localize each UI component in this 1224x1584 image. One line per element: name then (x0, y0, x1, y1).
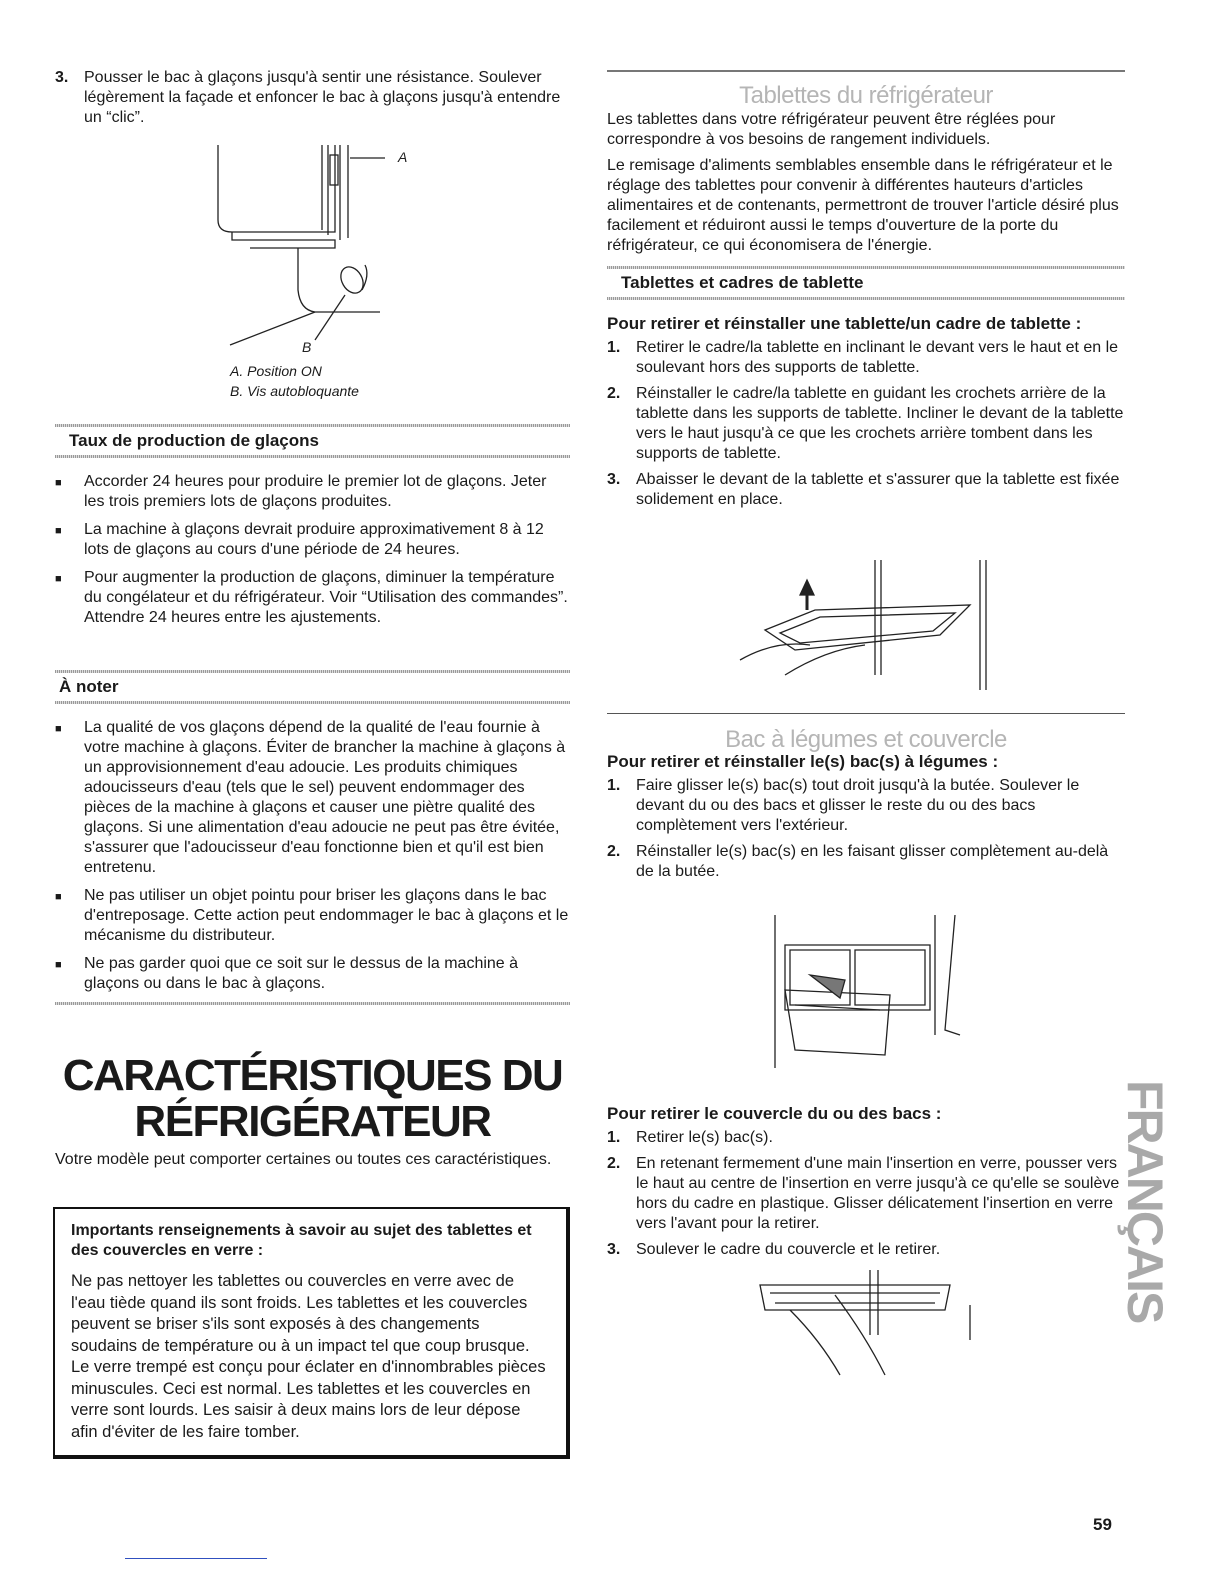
step: 2. Réinstaller le cadre/la tablette en guidant les crochets arrière de la tablette dans les supports de tablette. Incliner le devant de la tablette vers le haut jusqu'à ce que les crochets arrière tombent dans les supports de tablette. (607, 385, 1124, 462)
label-a: A (398, 149, 408, 165)
figure-caption: A. Position ON B. Vis autobloquante (230, 363, 359, 399)
language-side-tab: FRANÇAIS (1117, 1080, 1173, 1323)
chapter-title: CARACTÉRISTIQUES DU RÉFRIGÉRATEUR (62, 1051, 563, 1146)
section-heading: Bac à légumes et couvercle (725, 726, 1007, 753)
bullet-item: ■ La qualité de vos glaçons dépend de la qualité de l'eau fournie à votre machine à glaçons. Éviter de brancher la machine à glaçons à un approvisionnement d'eau adoucie. Les produits chimiques adoucisseurs d'eau (tels que le sel) peuvent endommager des pièces de la machine à glaçons et causer une piètre qualité des glaçons. Si une alimentation d'eau adoucie ne peut pas être évitée, s'assurer que l'adoucisseur d'eau fonctionne bien et qu'il est bien entretenu. (55, 719, 566, 876)
divider (607, 297, 1125, 300)
cover-removal-section (607, 1104, 1125, 1266)
footer-rule (125, 1558, 267, 1559)
procedure-heading: Pour retirer le couvercle du ou des bacs : (607, 1104, 942, 1123)
step: 2. En retenant fermement d'une main l'insertion en verre, pousser vers le haut au centre de l'insertion en verre jusqu'à ce qu'elle se soulève hors du cadre en plastique. Glisser délicatement l'insertion en verre vers l'avant pour la retirer. (607, 1155, 1120, 1232)
notes-section (55, 670, 570, 1005)
bullet-item: ■ Accorder 24 heures pour produire le premier lot de glaçons. Jeter les trois premiers lots de glaçons produites. (55, 473, 547, 510)
step: 1. Retirer le cadre/la tablette en inclinant le devant vers le haut et en le soulevant hors des supports de tablette. (607, 339, 1119, 376)
warning-heading: Importants renseignements à savoir au sujet des tablettes et des couvercles en verre : (71, 1222, 532, 1259)
divider (55, 455, 570, 458)
page-number: 59 (1093, 1515, 1112, 1534)
warning-body: Ne pas nettoyer les tablettes ou couvercles en verre avec de l'eau tiède quand ils sont froids. Les tablettes et les couvercles peuvent se briser s'ils sont exposés à des changements soudains de température ou à un impact tel que coup brusque. Le verre trempé est conçu pour éclater en d'innombrables pièces minuscules. Ceci est normal. Les tablettes et les couvercles en verre sont lourds. Les saisir à deux mains lors de leur dépose afin d'éviter de les faire tomber. (71, 1272, 546, 1441)
warning-box (53, 1207, 570, 1459)
crisper-cover-illustration (750, 1265, 980, 1385)
subsection-heading: Tablettes et cadres de tablette (621, 273, 864, 292)
divider (607, 713, 1125, 714)
step: 3. Abaisser le devant de la tablette et s'assurer que la tablette est fixée solidement en place. (607, 471, 1120, 508)
shelf-removal-illustration (735, 555, 995, 695)
procedure-heading: Pour retirer et réinstaller une tablette/un cadre de tablette : (607, 314, 1082, 333)
crisper-drawer-illustration (770, 910, 970, 1070)
step: 3. Soulever le cadre du couvercle et le retirer. (607, 1241, 941, 1258)
divider (607, 70, 1125, 72)
step: 1. Retirer le(s) bac(s). (607, 1129, 773, 1146)
step-3: 3. Pousser le bac à glaçons jusqu'à sentir une résistance. Soulever légèrement la façade et enfoncer le bac à glaçons jusqu'à entendre un “clic”. (55, 69, 561, 126)
section-heading: À noter (59, 677, 119, 696)
paragraph: Le remisage d'aliments semblables ensemble dans le réfrigérateur et le réglage des tablettes pour convenir à différentes hauteurs d'articles alimentaires et de contenants, permettront de trouver l'article désiré plus facilement et réduiront aussi le temps d'ouverture de la porte du réfrigérateur, ce qui économisera de l'énergie. (607, 157, 1119, 254)
section-heading: Tablettes du réfrigérateur (739, 82, 993, 109)
section-heading: Taux de production de glaçons (69, 431, 319, 450)
shelves-section (607, 70, 1125, 516)
step: 1. Faire glisser le(s) bac(s) tout droit jusqu'à la butée. Soulever le devant du ou des bacs et glisser le reste du ou des bacs complètement vers l'extérieur. (607, 777, 1080, 834)
crisper-section (607, 713, 1125, 888)
intro-text: Votre modèle peut comporter certaines ou toutes ces caractéristiques. (55, 1151, 552, 1168)
label-b: B (302, 339, 312, 355)
procedure-heading: Pour retirer et réinstaller le(s) bac(s) à légumes : (607, 752, 999, 771)
bullet-item: ■ Ne pas utiliser un objet pointu pour briser les glaçons dans le bac d'entreposage. Cette action peut endommager le bac à glaçons et le mécanisme du distributeur. (55, 887, 569, 944)
divider (55, 701, 570, 704)
step: 2. Réinstaller le(s) bac(s) en les faisant glisser complètement au-delà de la butée. (607, 843, 1109, 880)
bullet-item: ■ Pour augmenter la production de glaçons, diminuer la température du congélateur et du réfrigérateur. Voir “Utilisation des commandes”. Attendre 24 heures entre les ajustements. (55, 569, 568, 626)
ice-bin-illustration (190, 140, 410, 355)
bullet-item: ■ Ne pas garder quoi que ce soit sur le dessus de la machine à glaçons ou dans le bac à glaçons. (55, 955, 519, 992)
paragraph: Les tablettes dans votre réfrigérateur peuvent être réglées pour correspondre à vos besoins de rangement individuels. (607, 111, 1056, 148)
divider (55, 1002, 570, 1005)
bullet-item: ■ La machine à glaçons devrait produire approximativement 8 à 12 lots de glaçons au cours d'une période de 24 heures. (55, 521, 544, 558)
ice-production-section (55, 424, 570, 636)
left-column (55, 68, 570, 134)
